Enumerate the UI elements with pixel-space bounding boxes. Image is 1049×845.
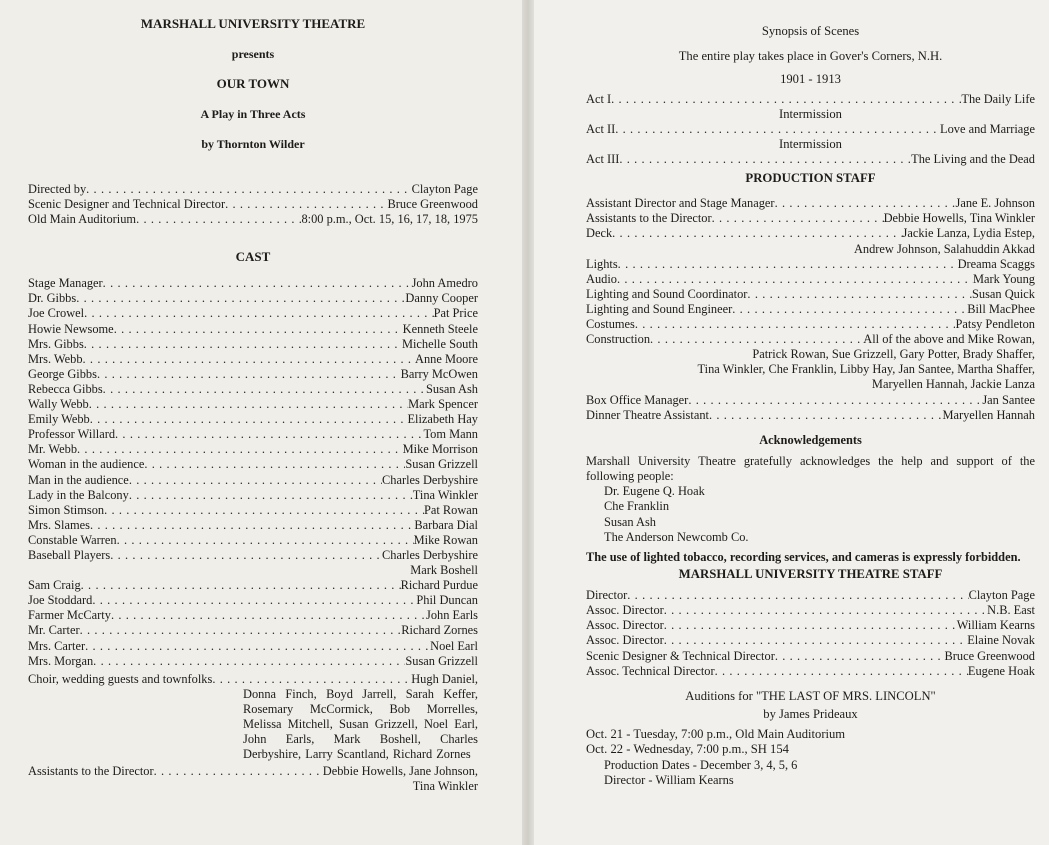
- auditions-title: Auditions for "THE LAST OF MRS. LINCOLN": [685, 688, 936, 703]
- cast-line: Sam Craig . . . Richard Purdue: [28, 578, 478, 593]
- staff-continuation: Patrick Rowan, Sue Grizzell, Gary Potter, Brady Shaffer,: [752, 347, 1035, 362]
- cast-heading: CAST: [235, 249, 271, 265]
- credit-line: Old Main Auditorium . . . 8:00 p.m., Oct. 15, 16, 17, 18, 1975: [28, 212, 478, 227]
- right-page: [534, 0, 1049, 845]
- cast-line: Wally Webb . . . Mark Spencer: [28, 397, 478, 412]
- staff-line: Audio . . . Mark Young: [586, 272, 1035, 287]
- audition-date: Oct. 22 - Wednesday, 7:00 p.m., SH 154: [586, 742, 789, 757]
- setting-line: The entire play takes place in Gover's Corners, N.H.: [678, 49, 943, 64]
- credit-line: Directed by . . . Clayton Page: [28, 182, 478, 197]
- theatre-staff-line: Assoc. Director . . . N.B. East: [586, 603, 1035, 618]
- theatre-staff-heading: MARSHALL UNIVERSITY THEATRE STAFF: [678, 567, 943, 582]
- ack-person: Che Franklin: [604, 499, 670, 514]
- cast-line: Mrs. Webb . . . Anne Moore: [28, 352, 478, 367]
- credit-line: Scenic Designer and Technical Director . . . Bruce Greenwood: [28, 197, 478, 212]
- staff-line: Lighting and Sound Coordinator . . . Susan Quick: [586, 287, 1035, 302]
- cast-list: [28, 276, 478, 794]
- ack-person: Susan Ash: [604, 514, 656, 529]
- staff-line: Box Office Manager . . . Jan Santee: [586, 393, 1035, 408]
- staff-line: Assistant Director and Stage Manager . . . Jane E. Johnson: [586, 196, 1035, 211]
- play-title: OUR TOWN: [216, 76, 290, 91]
- cast-line: Professor Willard . . . Tom Mann: [28, 427, 478, 442]
- intermission-label: Intermission: [779, 106, 842, 121]
- cast-line: Farmer McCarty . . . John Earls: [28, 608, 478, 623]
- cast-line: Constable Warren . . . Mike Rowan: [28, 533, 478, 548]
- presents-line: presents: [231, 47, 275, 61]
- staff-line: Dinner Theatre Assistant . . . Maryellen Hannah: [586, 408, 1035, 423]
- theatre-staff-list: [586, 588, 1035, 679]
- staff-line: Costumes . . . Patsy Pendleton: [586, 317, 1035, 332]
- cast-line: Joe Crowel . . . Pat Price: [28, 306, 478, 321]
- act-line: Act I . . . The Daily Life: [586, 92, 1035, 107]
- prohibition-notice: The use of lighted tobacco, recording services, and cameras is expressly forbidden.: [586, 549, 1021, 564]
- cast-line: Mr. Carter . . . Richard Zornes: [28, 623, 478, 638]
- cast-line: Lady in the Balcony . . . Tina Winkler: [28, 488, 478, 503]
- staff-line: Deck . . . Jackie Lanza, Lydia Estep,: [586, 226, 1035, 241]
- synopsis-heading: Synopsis of Scenes: [761, 24, 860, 38]
- staff-continuation: Andrew Johnson, Salahuddin Akkad: [853, 241, 1035, 256]
- cast-continuation: Mark Boshell: [410, 563, 478, 578]
- cast-line: Stage Manager . . . John Amedro: [28, 276, 478, 291]
- audition-date: Oct. 21 - Tuesday, 7:00 p.m., Old Main Auditorium: [586, 727, 846, 742]
- cast-line: Howie Newsome . . . Kenneth Steele: [28, 322, 478, 337]
- choir-members: Donna Finch, Boyd Jarrell, Sarah Keffer, Rosemary McCormick, Bob Morrelles, Melissa Mitchell, Susan Grizzell, Noel Earl, John Earls, Mark Boshell, Charles Derbyshire, Larry Scantland, Richard Zornes: [243, 686, 478, 762]
- cast-line: Simon Stimson . . . Pat Rowan: [28, 503, 478, 518]
- auditions-author: by James Prideaux: [763, 706, 858, 721]
- cast-line: Woman in the audience . . . Susan Grizzell: [28, 457, 478, 472]
- play-author: by Thornton Wilder: [201, 137, 305, 151]
- act-line: Act III . . . The Living and the Dead: [586, 152, 1035, 167]
- staff-continuation: Maryellen Hannah, Jackie Lanza: [871, 377, 1035, 392]
- theatre-staff-line: Assoc. Director . . . William Kearns: [586, 618, 1035, 633]
- staff-line: Assistants to the Director . . . Debbie Howells, Tina Winkler: [586, 211, 1035, 226]
- org-heading: MARSHALL UNIVERSITY THEATRE: [140, 16, 366, 31]
- cast-line: Rebecca Gibbs . . . Susan Ash: [28, 382, 478, 397]
- theatre-staff-line: Assoc. Technical Director . . . Eugene Hoak: [586, 664, 1035, 679]
- production-staff-list: [586, 196, 1035, 422]
- staff-line: Construction . . . All of the above and Mike Rowan,: [586, 332, 1035, 347]
- cast-line: Emily Webb . . . Elizabeth Hay: [28, 412, 478, 427]
- acts-block: [586, 92, 1035, 168]
- theatre-staff-line: Director . . . Clayton Page: [586, 588, 1035, 603]
- cast-line: Mrs. Slames . . . Barbara Dial: [28, 518, 478, 533]
- cast-line: Mr. Webb . . . Mike Morrison: [28, 442, 478, 457]
- staff-continuation: Tina Winkler, Che Franklin, Libby Hay, Jan Santee, Martha Shaffer,: [697, 362, 1035, 377]
- assistants-continuation: Tina Winkler: [412, 779, 478, 794]
- cast-line: Mrs. Gibbs . . . Michelle South: [28, 337, 478, 352]
- act-line: Act II . . . Love and Marriage: [586, 122, 1035, 137]
- theatre-staff-line: Assoc. Director . . . Elaine Novak: [586, 633, 1035, 648]
- choir-line: Choir, wedding guests and townfolks . . . Hugh Daniel,: [28, 672, 478, 687]
- cast-line: George Gibbs . . . Barry McOwen: [28, 367, 478, 382]
- cast-line: Baseball Players . . . Charles Derbyshire: [28, 548, 478, 563]
- audition-detail: Production Dates - December 3, 4, 5, 6: [604, 757, 798, 772]
- staff-line: Lights . . . Dreama Scaggs: [586, 257, 1035, 272]
- ack-person: The Anderson Newcomb Co.: [604, 529, 749, 544]
- cast-line: Man in the audience . . . Charles Derbyshire: [28, 473, 478, 488]
- credits-block: [28, 182, 478, 227]
- ack-person: Dr. Eugene Q. Hoak: [604, 484, 705, 499]
- cast-line: Mrs. Morgan . . . Susan Grizzell: [28, 654, 478, 669]
- page-gutter: [522, 0, 534, 845]
- assistants-line: Assistants to the Director . . . Debbie Howells, Jane Johnson,: [28, 764, 478, 779]
- intermission-label: Intermission: [779, 137, 842, 151]
- years-line: 1901 - 1913: [780, 72, 841, 87]
- play-subtitle: A Play in Three Acts: [200, 107, 306, 121]
- left-page: [0, 0, 522, 845]
- cast-line: Mrs. Carter . . . Noel Earl: [28, 639, 478, 654]
- acknowledgements-heading: Acknowledgements: [759, 432, 862, 447]
- cast-line: Joe Stoddard . . . Phil Duncan: [28, 593, 478, 608]
- theatre-staff-line: Scenic Designer & Technical Director . . . Bruce Greenwood: [586, 649, 1035, 664]
- acknowledgements-text: Marshall University Theatre gratefully acknowledges the help and support of the following people:: [586, 453, 1035, 483]
- production-staff-heading: PRODUCTION STAFF: [745, 171, 876, 186]
- cast-line: Dr. Gibbs . . . Danny Cooper: [28, 291, 478, 306]
- audition-detail: Director - William Kearns: [604, 772, 734, 787]
- staff-line: Lighting and Sound Engineer . . . Bill MacPhee: [586, 302, 1035, 317]
